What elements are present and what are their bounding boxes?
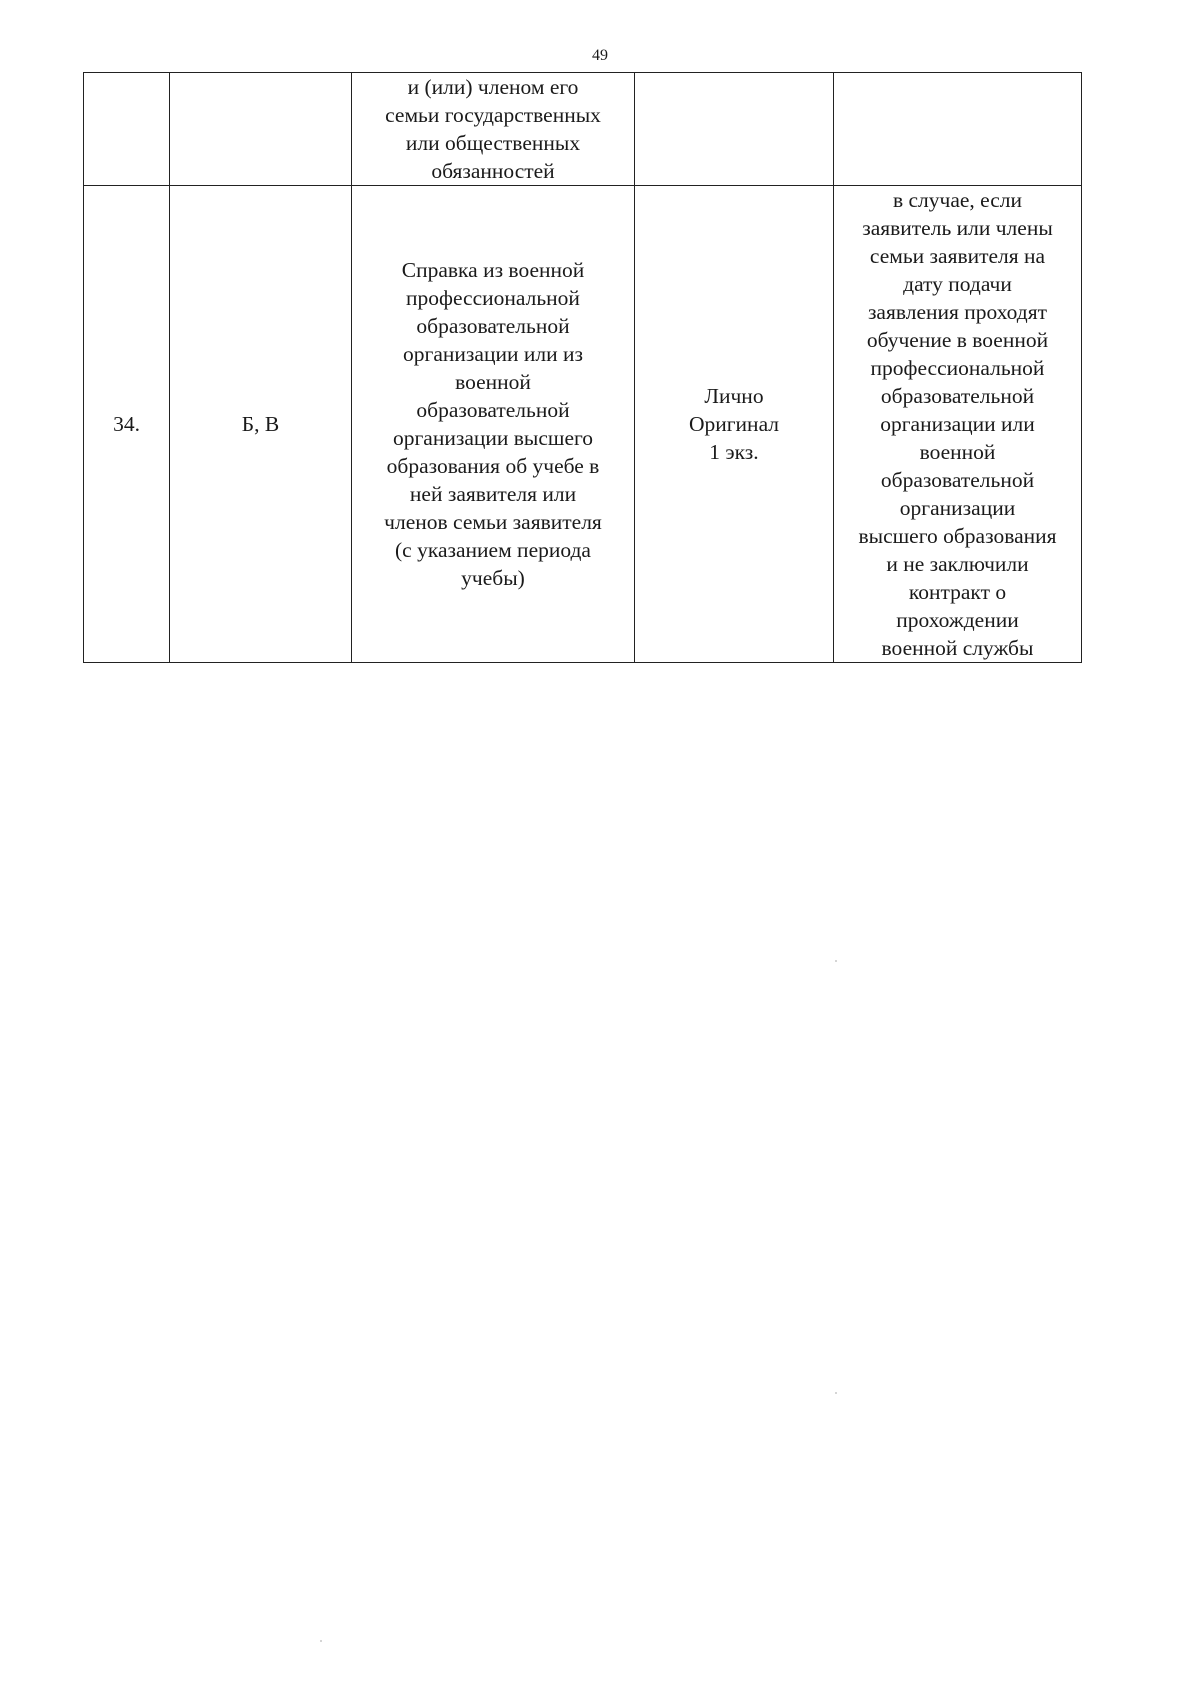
scan-artifact [835,960,837,962]
scan-artifact [835,1392,837,1394]
category-cell: Б, В [170,186,352,663]
row-number-cell [84,73,170,186]
page-number: 49 [592,47,608,64]
scan-artifact [320,1640,322,1642]
condition-cell: в случае, если заявитель или члены семьи заявителя на дату подачи заявления проходят обучение в военной профессиональной образовательной организации или военной образовательной организации высшего образования и не заключили контракт о прохождении военной службы [834,186,1082,663]
document-name-cell: Справка из военной профессиональной образовательной организации или из военной образовательной организации высшего образования об учебе в ней заявителя или членов семьи заявителя (с указанием периода учебы) [352,186,635,663]
category-cell [170,73,352,186]
row-number-cell: 34. [84,186,170,663]
submission-method-cell [635,73,834,186]
table-row [84,186,1082,663]
condition-cell [834,73,1082,186]
submission-method-cell: Лично Оригинал 1 экз. [635,186,834,663]
table-row [84,73,1082,186]
document-name-cell: и (или) членом его семьи государственных или общественных обязанностей [352,73,635,186]
document-table [83,72,1082,663]
